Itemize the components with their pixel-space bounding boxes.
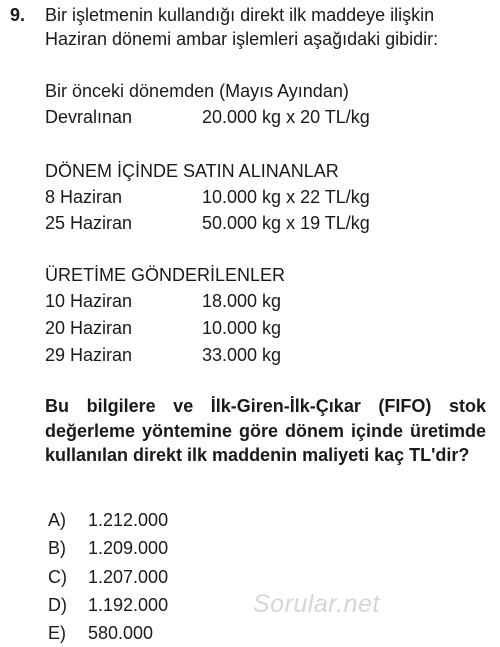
row-value: 10.000 kg [202, 318, 282, 338]
row-label: 20 Haziran [45, 318, 133, 338]
stem-line: Bir işletmenin kullandığı direkt ilk maddeye ilişkin [45, 5, 435, 25]
question-stem [45, 3, 485, 51]
question-page: 9. Bir işletmenin kullandığı direkt ilk maddeye ilişkin Haziran dönemi ambar işlemleri aşağıdaki gibidir: Bir önceki dönemden (Mayıs Ayından) Devralınan 20.000 kg x 20 TL/kg DÖNEM İÇİNDE SATIN ALINANLAR 8 Haziran 10.000 kg x 22 TL/kg 25 Haziran 50.000 kg x 19 TL/kg ÜRETİME GÖNDERİLENLER 10 Haziran 18.000 kg 20 Haziran 10.000 kg 29 Haziran 33.000 kg Bu bilgilere ve İlk-Giren-İlk-Çıkar (FIFO) stok değerleme yöntemine göre dönem içinde üretimde kullanılan direkt ilk maddenin maliyeti kaç TL'dir? A) 1.212.000 B) 1.209.000 C) 1.207.000 D) 1.192.000 E) 580.000 Sorular.net [0, 0, 500, 645]
option-value: 1.207.000 [88, 567, 169, 587]
row-label: 29 Haziran [45, 345, 133, 365]
row-label: 10 Haziran [45, 291, 133, 311]
question-prompt: Bu bilgilere ve İlk-Giren-İlk-Çıkar (FIFO) stok değerleme yöntemine göre dönem içinde üretimde kullanılan direkt ilk maddenin maliyeti kaç TL'dir? [45, 396, 486, 465]
row-value: 33.000 kg [202, 345, 282, 365]
row-label: 25 Haziran [45, 213, 133, 233]
row-value: 10.000 kg x 22 TL/kg [202, 187, 370, 207]
option-letter: A) [48, 510, 66, 530]
option-letter: B) [48, 538, 66, 558]
question-number: 9. [10, 5, 26, 25]
row-label: Devralınan [45, 107, 133, 127]
watermark: Sorular.net [253, 590, 380, 618]
option-letter: D) [48, 595, 67, 615]
option-value: 1.209.000 [88, 538, 169, 558]
option-value: 580.000 [88, 623, 154, 643]
option-value: 1.192.000 [88, 595, 169, 615]
row-value: 18.000 kg [202, 291, 282, 311]
option-letter: E) [48, 623, 66, 643]
stem-line: Haziran dönemi ambar işlemleri aşağıdaki gibidir: [45, 29, 439, 49]
option-value: 1.212.000 [88, 510, 169, 530]
row-label: 8 Haziran [45, 187, 123, 207]
row-value: 50.000 kg x 19 TL/kg [202, 213, 370, 233]
option-letter: C) [48, 567, 67, 587]
row-value: 20.000 kg x 20 TL/kg [202, 107, 370, 127]
